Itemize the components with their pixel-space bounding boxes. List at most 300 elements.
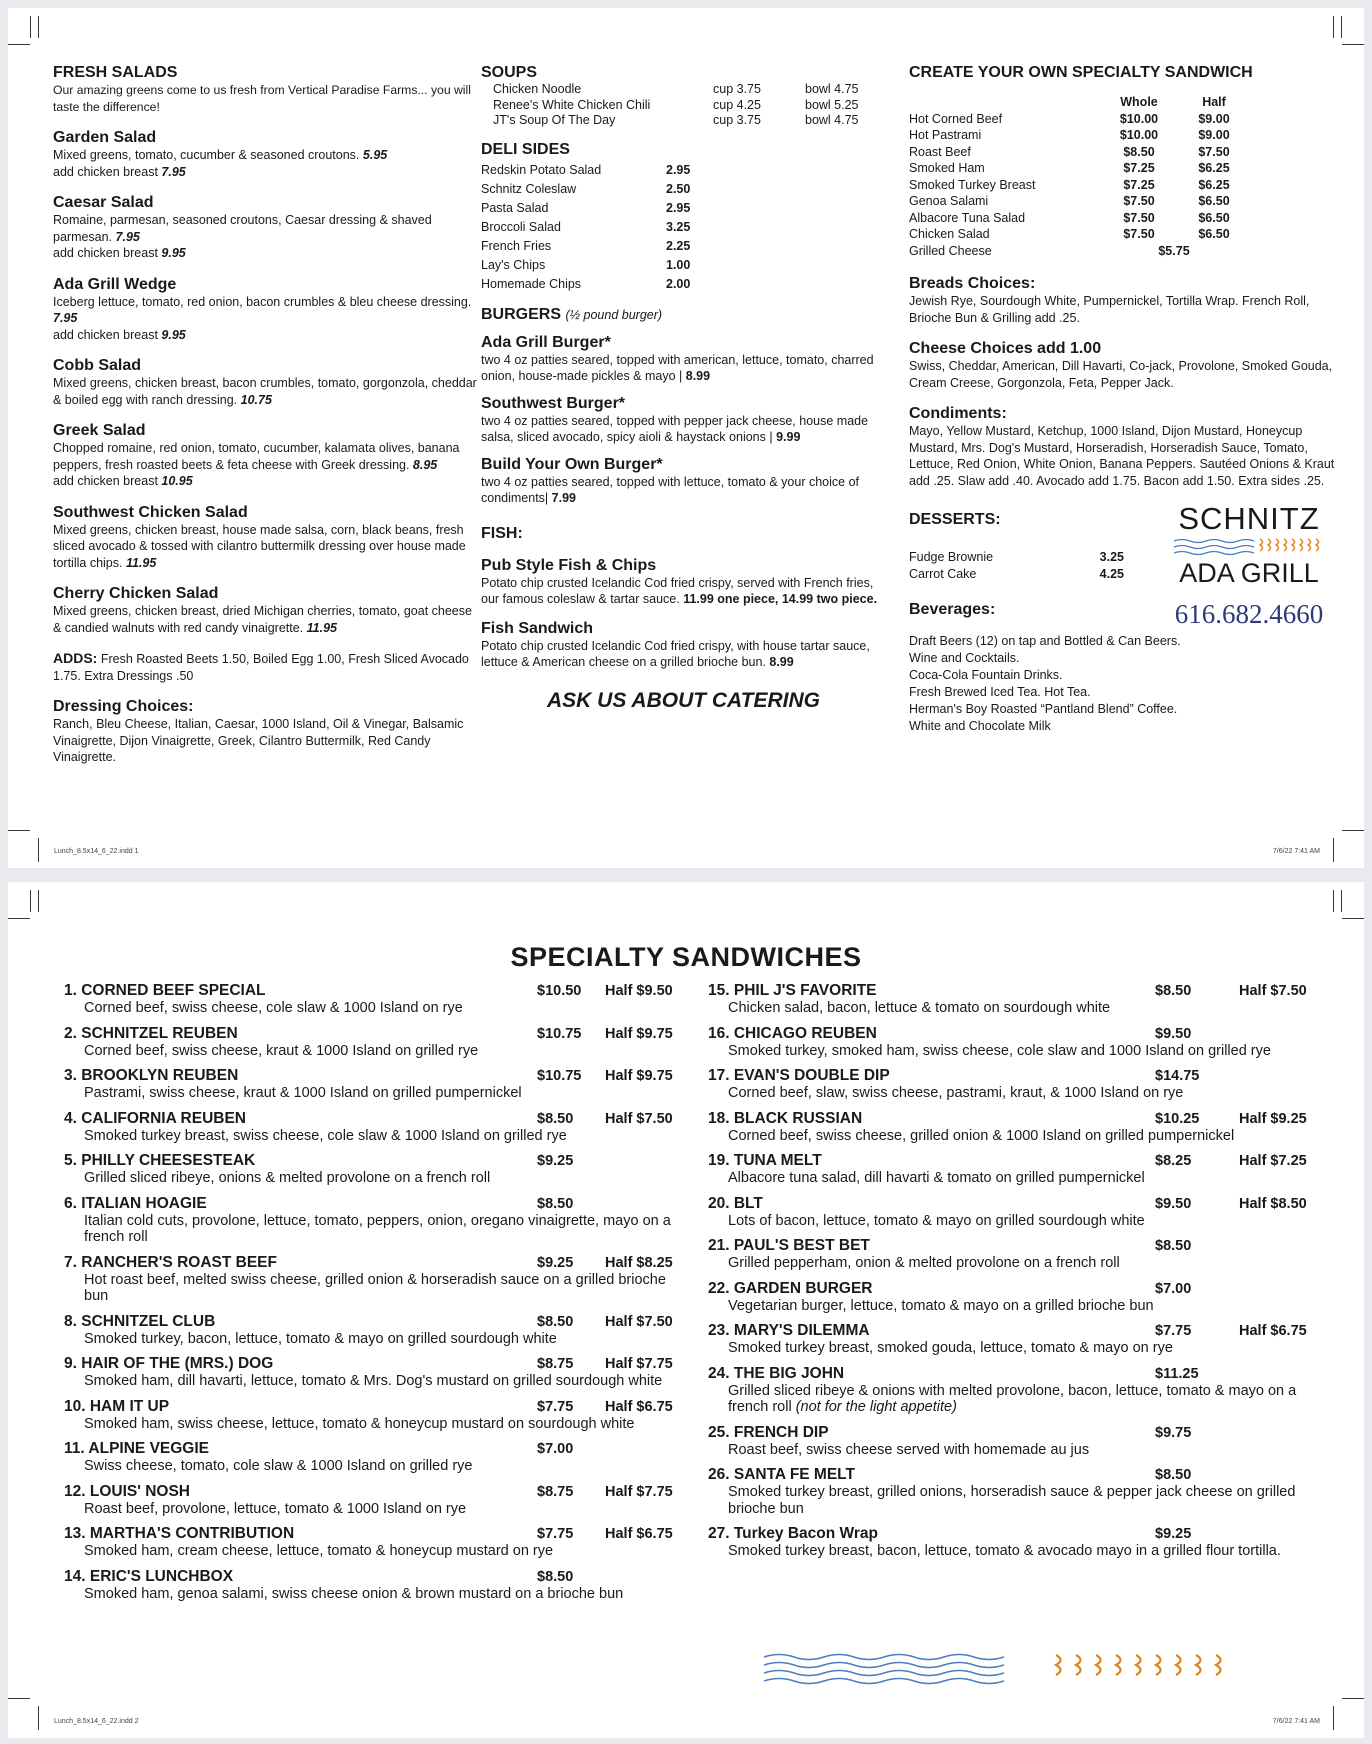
sandwich-name: 6. ITALIAN HOAGIE <box>64 1194 207 1212</box>
burger-desc: two 4 oz patties seared, topped with pepper jack cheese, house made salsa, sliced avocado, spicy aioli & haystack onions | 9.99 <box>481 413 869 444</box>
sandwich-price: $7.75 <box>1155 1323 1192 1339</box>
create-whole: $7.50 <box>1123 210 1155 225</box>
create-name: Smoked Ham <box>909 161 985 175</box>
sandwich-name: 25. FRENCH DIP <box>708 1423 829 1441</box>
salad-name: Southwest Chicken Salad <box>53 503 248 521</box>
sandwich-item <box>708 1466 1328 1517</box>
fish-name: Pub Style Fish & Chips <box>481 556 657 574</box>
sandwich-name: 17. EVAN'S DOUBLE DIP <box>708 1067 890 1084</box>
sandwich-half-price: Half $7.75 <box>605 1356 673 1372</box>
dessert-price: 4.25 <box>1099 566 1124 581</box>
burger-item <box>481 395 886 446</box>
sandwich-desc: Smoked ham, genoa salami, swiss cheese onion & brown mustard on a brioche bun <box>84 1585 624 1602</box>
sandwich-desc: Grilled pepperham, onion & melted provolone on a french roll <box>728 1255 1120 1271</box>
crop-mark <box>30 16 31 38</box>
dessert-list <box>909 549 1124 582</box>
soup-bowl: bowl 5.25 <box>805 97 859 112</box>
burger-price: 9.99 <box>776 430 801 444</box>
sandwich-desc: Swiss cheese, tomato, cole slaw & 1000 Island on grilled rye <box>84 1458 473 1474</box>
sandwich-price: $9.50 <box>1155 1025 1192 1042</box>
salad-list <box>53 129 483 636</box>
breads-choices: Breads Choices: Jewish Rye, Sourdough White, Pumpernickel, Tortilla Wrap. French Roll, Brioche Bun & Grilling add .25. <box>909 275 1310 325</box>
salad-price: 8.95 <box>412 457 438 472</box>
sandwich-price: $9.25 <box>1155 1526 1192 1542</box>
salad-item <box>53 357 483 408</box>
salad-desc: Chopped romaine, red onion, tomato, cucumber, kalamata olives, banana peppers, fresh roasted beets & feta cheese with Greek dressing. 8.95 <box>53 441 460 472</box>
print-date: 7/6/22 7:41 AM <box>1272 848 1320 855</box>
deli-name: Broccoli Salad <box>481 219 561 234</box>
salad-desc: Mixed greens, chicken breast, bacon crumbles, tomato, gorgonzola, cheddar & boiled egg with ranch dressing. 10.75 <box>53 376 477 407</box>
salad-extra: add chicken breast 9.95 <box>53 246 186 260</box>
sandwich-half-price: Half $7.25 <box>1239 1153 1307 1169</box>
fish-price: 11.99 one piece, 14.99 two piece. <box>683 592 878 606</box>
fish-list <box>481 557 886 671</box>
sandwich-price: $8.50 <box>537 1110 574 1127</box>
deli-title: DELI SIDES <box>481 140 570 158</box>
sandwich-desc: Chicken salad, bacon, lettuce & tomato on sourdough white <box>728 1000 1111 1016</box>
crop-mark <box>30 890 31 912</box>
salad-extra: add chicken breast 7.95 <box>53 164 186 179</box>
cheese-choices: Cheese Choices add 1.00 Swiss, Cheddar, American, Dill Havarti, Co-jack, Provolone, Smoked Gouda, Cream Creese, Gorgonzola, Feta, Pepper Jack. <box>909 340 1333 390</box>
fish-desc: Potato chip crusted Icelandic Cod fried crispy, served with French fries, our famous coleslaw & tartar sauce. 11.99 one piece, 14.99 two piece. <box>481 575 878 606</box>
burger-item <box>481 334 886 385</box>
catering-banner: ASK US ABOUT CATERING <box>547 688 820 712</box>
create-name: Genoa Salami <box>909 194 989 208</box>
crop-mark <box>1333 890 1334 912</box>
sandwich-desc: Smoked turkey breast, swiss cheese, cole slaw & 1000 Island on grilled rye <box>84 1127 567 1144</box>
salad-extra-price: 9.95 <box>161 246 186 260</box>
create-half: $6.50 <box>1198 227 1230 241</box>
crop-mark <box>1342 830 1364 831</box>
sandwich-desc: Roast beef, provolone, lettuce, tomato & 1000 Island on rye <box>84 1500 467 1517</box>
sandwich-item <box>64 1483 684 1518</box>
sandwich-half-price: Half $7.50 <box>605 1110 673 1127</box>
sandwich-price: $8.50 <box>1155 983 1192 999</box>
sandwich-item <box>708 1110 1328 1145</box>
soup-row <box>493 98 886 114</box>
sandwich-price: $8.75 <box>537 1356 574 1372</box>
sandwich-half-price: Half $7.50 <box>1239 983 1307 999</box>
deli-name: Schnitz Coleslaw <box>481 181 577 196</box>
salad-price: 11.95 <box>306 620 337 635</box>
sandwich-desc: Smoked turkey, smoked ham, swiss cheese, cole slaw and 1000 Island on grilled rye <box>728 1042 1271 1059</box>
beverage-line: Wine and Cocktails. <box>909 651 1020 665</box>
fish-item <box>481 557 886 608</box>
burger-list <box>481 334 886 507</box>
create-half: $6.25 <box>1198 161 1230 175</box>
crop-mark <box>1341 16 1342 38</box>
salad-name: Cobb Salad <box>53 357 142 374</box>
sandwich-name: 1. CORNED BEEF SPECIAL <box>64 982 266 999</box>
sandwich-item <box>708 1525 1328 1560</box>
soup-bowl: bowl 4.75 <box>805 113 859 127</box>
sandwich-item <box>64 982 684 1017</box>
sandwich-desc: Smoked turkey breast, smoked gouda, lettuce, tomato & mayo on rye <box>728 1340 1173 1356</box>
deli-price: 2.95 <box>666 200 691 215</box>
sandwich-desc: Corned beef, slaw, swiss cheese, pastrami, kraut, & 1000 Island on rye <box>728 1085 1184 1101</box>
salad-extra-price: 9.95 <box>161 327 186 342</box>
create-half: $7.50 <box>1198 144 1230 159</box>
sandwich-price: $8.50 <box>1155 1238 1192 1254</box>
create-half: $6.50 <box>1198 194 1230 208</box>
sandwich-name: 14. ERIC'S LUNCHBOX <box>64 1567 234 1585</box>
dessert-row <box>909 549 1124 566</box>
sandwich-price: $11.25 <box>1155 1365 1199 1382</box>
crop-mark <box>1333 16 1334 38</box>
sandwich-name: 5. PHILLY CHEESESTEAK <box>64 1152 256 1169</box>
sandwich-desc: Smoked turkey breast, bacon, lettuce, tomato & avocado mayo in a grilled flour tortilla. <box>728 1543 1281 1559</box>
crop-mark <box>1342 918 1364 919</box>
create-whole: $7.25 <box>1123 161 1155 175</box>
crop-mark <box>8 1698 30 1699</box>
sandwich-price: $10.50 <box>537 983 582 999</box>
salad-item <box>53 276 483 344</box>
sandwich-desc: Smoked turkey breast, grilled onions, horseradish sauce & pepper jack cheese on grilled brioche bun <box>728 1484 1296 1517</box>
dressing-choices: Dressing Choices: Ranch, Bleu Cheese, Italian, Caesar, 1000 Island, Oil & Vinegar, Balsamic Vinaigrette, Dijon Vinaigrette, Greek, Cilantro Buttermilk, Red Candy Vinaigrette. <box>53 698 464 764</box>
deli-price: 2.95 <box>666 162 691 177</box>
burger-price: 7.99 <box>551 491 576 505</box>
sandwich-item <box>708 1280 1328 1315</box>
create-row <box>909 226 1249 243</box>
sandwich-item <box>708 982 1328 1017</box>
sandwich-name: 18. BLACK RUSSIAN <box>708 1109 863 1127</box>
sandwich-name: 19. TUNA MELT <box>708 1152 822 1169</box>
sandwich-name: 24. THE BIG JOHN <box>708 1364 845 1382</box>
salad-name: Cherry Chicken Salad <box>53 585 219 602</box>
fish-item <box>481 620 886 671</box>
fish-name: Fish Sandwich <box>481 619 594 637</box>
sandwich-price: $8.50 <box>537 1568 574 1585</box>
salad-name: Ada Grill Wedge <box>53 275 177 293</box>
create-row <box>909 177 1249 194</box>
crop-mark <box>38 890 39 912</box>
create-name: Albacore Tuna Salad <box>909 210 1026 225</box>
create-whole: $7.50 <box>1123 194 1155 208</box>
sandwich-name: 23. MARY'S DILEMMA <box>708 1322 870 1339</box>
soup-bowl: bowl 4.75 <box>805 82 859 96</box>
print-slug: Lunch_8.5x14_6_22.indd 1 <box>54 848 139 855</box>
sandwich-item <box>64 1525 684 1560</box>
sandwich-half-price: Half $9.75 <box>605 1025 673 1042</box>
condiments: Condiments: Mayo, Yellow Mustard, Ketchup, 1000 Island, Dijon Mustard, Honeycup Mustard, Mrs. Dog's Mustard, Horseradish, Horseradish Sauce, Tomato, Lettuce, Red Onion, White Onion, Banana Peppers. Sautéed Onions & Kraut add .25. Slaw add .40. Avocado add 1.75. Bacon add 1.50. Extra sides .25. <box>909 405 1335 488</box>
crop-mark <box>8 830 30 831</box>
salad-item <box>53 194 483 262</box>
sandwich-item <box>64 1568 684 1603</box>
fish-price: 8.99 <box>769 655 794 669</box>
burger-name: Ada Grill Burger* <box>481 333 611 351</box>
crop-mark <box>8 918 30 919</box>
beverage-line: Draft Beers (12) on tap and Bottled & Can Beers. <box>909 634 1181 648</box>
deli-row <box>481 218 886 237</box>
salad-desc: Mixed greens, chicken breast, house made salsa, corn, black beans, fresh sliced avocado & tossed with cilantro buttermilk dressing over house made tortilla chips. 11.95 <box>53 522 466 570</box>
desserts-title: DESSERTS: <box>909 511 1001 528</box>
sandwich-note: (not for the light appetite) <box>795 1399 957 1415</box>
create-whole: $7.25 <box>1123 177 1155 192</box>
grilled-cheese-row: Grilled Cheese $5.75 <box>909 243 1190 258</box>
sandwich-name: 13. MARTHA'S CONTRIBUTION <box>64 1525 295 1542</box>
sandwich-name: 12. LOUIS' NOSH <box>64 1482 190 1500</box>
crop-mark <box>8 44 30 45</box>
sandwich-price: $10.75 <box>537 1068 582 1084</box>
sandwich-desc: Hot roast beef, melted swiss cheese, grilled onion & horseradish sauce on a grilled brioche bun <box>84 1271 666 1304</box>
sandwich-item <box>708 1195 1328 1230</box>
sandwich-desc: Lots of bacon, lettuce, tomato & mayo on grilled sourdough white <box>728 1212 1145 1229</box>
soup-list <box>493 82 886 129</box>
deli-row <box>481 180 886 199</box>
sandwich-name: 26. SANTA FE MELT <box>708 1466 855 1483</box>
sandwich-desc: Smoked ham, swiss cheese, lettuce, tomato & honeycup mustard on sourdough white <box>84 1415 635 1432</box>
sandwich-desc: Albacore tuna salad, dill havarti & tomato on grilled pumpernickel <box>728 1170 1145 1186</box>
sandwich-item <box>64 1254 684 1305</box>
phone-number: 616.682.4660 <box>1174 599 1324 629</box>
deli-row <box>481 161 886 180</box>
sandwich-item <box>64 1195 684 1246</box>
sandwich-half-price: Half $6.75 <box>1239 1323 1307 1339</box>
burger-price: 8.99 <box>685 369 711 383</box>
salads-title: FRESH SALADS <box>53 64 178 81</box>
create-whole: $7.50 <box>1123 227 1155 241</box>
sandwich-item <box>708 1025 1328 1060</box>
create-name: Roast Beef <box>909 144 971 159</box>
sandwich-name: 20. BLT <box>708 1194 763 1212</box>
create-name: Hot Corned Beef <box>909 111 1003 126</box>
sandwich-item <box>64 1152 684 1187</box>
salad-extra-price: 10.95 <box>161 474 193 488</box>
salad-extra-price: 7.95 <box>161 164 186 179</box>
salad-item <box>53 129 483 180</box>
sandwich-name: 9. HAIR OF THE (MRS.) DOG <box>64 1355 274 1372</box>
create-half: $6.25 <box>1198 177 1230 192</box>
burger-desc: two 4 oz patties seared, topped with lettuce, tomato & your choice of condiments| 7.99 <box>481 474 859 505</box>
soup-cup: cup 4.25 <box>713 97 761 112</box>
sandwich-desc: Smoked turkey, bacon, lettuce, tomato & mayo on grilled sourdough white <box>84 1330 557 1347</box>
salad-name: Garden Salad <box>53 129 157 146</box>
create-row <box>909 111 1249 128</box>
desserts-bev-block <box>909 501 1339 751</box>
soup-row <box>493 113 886 129</box>
soup-cup: cup 3.75 <box>713 113 761 127</box>
sandwich-name: 8. SCHNITZEL CLUB <box>64 1312 216 1330</box>
create-row <box>909 210 1249 227</box>
sandwich-name: 2. SCHNITZEL REUBEN <box>64 1024 238 1042</box>
sandwich-half-price: Half $9.25 <box>1239 1110 1307 1127</box>
dessert-name: Carrot Cake <box>909 566 977 581</box>
sandwich-price: $9.25 <box>537 1153 574 1169</box>
sandwich-half-price: Half $9.50 <box>605 983 673 999</box>
beverage-list <box>909 633 1239 735</box>
sandwich-half-price: Half $8.25 <box>605 1254 673 1271</box>
create-half: $9.00 <box>1198 128 1230 142</box>
sandwich-price: $8.50 <box>537 1313 574 1330</box>
sandwich-price: $8.50 <box>1155 1467 1192 1483</box>
deli-row <box>481 237 886 256</box>
sandwich-price: $7.75 <box>537 1398 574 1415</box>
deli-row <box>481 199 886 218</box>
crop-mark <box>1342 1698 1364 1699</box>
salad-price: 10.75 <box>240 392 272 407</box>
middle-column <box>481 64 886 713</box>
logo-wave-icon <box>1174 537 1324 557</box>
salad-price: 11.95 <box>125 555 157 570</box>
sandwich-item <box>64 1067 684 1102</box>
sandwich-item <box>64 1398 684 1433</box>
sandwich-desc: Italian cold cuts, provolone, lettuce, tomato, peppers, onion, oregano vinaigrette, mayo on a french roll <box>84 1212 671 1245</box>
crop-mark <box>1333 1706 1334 1730</box>
sandwich-name: 3. BROOKLYN REUBEN <box>64 1067 239 1084</box>
salad-price: 7.95 <box>53 311 78 325</box>
salad-item <box>53 585 483 636</box>
burger-name: Build Your Own Burger* <box>481 455 663 473</box>
create-column <box>909 64 1339 751</box>
sandwich-desc: Grilled sliced ribeye, onions & melted provolone on a french roll <box>84 1170 491 1186</box>
crop-mark <box>1341 890 1342 912</box>
dessert-row <box>909 566 1124 583</box>
menu-page-2 <box>8 882 1364 1738</box>
sandwich-price: $10.25 <box>1155 1110 1200 1127</box>
soup-row <box>493 82 886 98</box>
sandwich-desc: Smoked ham, cream cheese, lettuce, tomato & honeycup mustard on rye <box>84 1543 554 1559</box>
crop-mark <box>1333 838 1334 862</box>
create-whole: $8.50 <box>1123 144 1155 159</box>
sandwich-item <box>64 1313 684 1348</box>
burger-item <box>481 456 886 507</box>
sandwich-desc: Corned beef, swiss cheese, grilled onion & 1000 Island on grilled pumpernickel <box>728 1127 1235 1144</box>
deli-row <box>481 256 886 275</box>
create-row <box>909 127 1249 144</box>
sandwich-desc: Pastrami, swiss cheese, kraut & 1000 Island on grilled pumpernickel <box>84 1085 522 1101</box>
sandwich-desc: Smoked ham, dill havarti, lettuce, tomato & Mrs. Dog's mustard on grilled sourdough white <box>84 1373 663 1389</box>
salad-name: Greek Salad <box>53 422 146 439</box>
sandwich-half-price: Half $9.75 <box>605 1068 673 1084</box>
sandwich-desc: Vegetarian burger, lettuce, tomato & mayo on a grilled brioche bun <box>728 1297 1154 1314</box>
sandwich-item <box>708 1152 1328 1187</box>
deli-name: Homemade Chips <box>481 276 582 291</box>
sandwich-price: $9.50 <box>1155 1195 1192 1212</box>
menu-page-1 <box>8 8 1364 868</box>
sandwich-half-price: Half $6.75 <box>605 1398 673 1415</box>
sandwich-price: $7.00 <box>537 1441 574 1457</box>
soup-name: Chicken Noodle <box>493 82 582 96</box>
deli-name: French Fries <box>481 238 552 253</box>
salad-extra: add chicken breast 10.95 <box>53 474 193 488</box>
sandwich-name: 4. CALIFORNIA REUBEN <box>64 1109 246 1127</box>
crop-mark <box>1342 44 1364 45</box>
sandwich-price: $14.75 <box>1155 1068 1200 1084</box>
salad-desc: Iceberg lettuce, tomato, red onion, bacon crumbles & bleu cheese dressing. 7.95 <box>53 294 472 325</box>
sandwich-name: 10. HAM IT UP <box>64 1397 170 1415</box>
soup-name: Renee's White Chicken Chili <box>493 97 651 112</box>
soup-cup: cup 3.75 <box>713 82 761 96</box>
sandwich-desc: Grilled sliced ribeye & onions with melted provolone, bacon, lettuce, tomato & mayo on a french roll (not for the light appetite) <box>728 1382 1297 1415</box>
sandwich-price: $9.75 <box>1155 1424 1192 1441</box>
sandwich-price: $9.25 <box>537 1254 574 1271</box>
deli-price: 3.25 <box>666 219 691 234</box>
sandwich-half-price: Half $7.50 <box>605 1313 673 1330</box>
salad-extra: add chicken breast 9.95 <box>53 327 186 342</box>
sandwich-price: $8.50 <box>537 1195 574 1212</box>
create-half: $6.50 <box>1198 210 1230 225</box>
crop-mark <box>38 838 39 862</box>
salads-intro: Our amazing greens come to us fresh from Vertical Paradise Farms... you will taste the difference! <box>53 83 471 114</box>
deli-name: Pasta Salad <box>481 200 549 215</box>
create-row <box>909 160 1249 177</box>
salad-price: 7.95 <box>115 229 140 244</box>
salad-desc: Mixed greens, chicken breast, dried Michigan cherries, tomato, goat cheese & candied walnuts with red candy vinaigrette. 11.95 <box>53 604 472 635</box>
deli-price: 2.25 <box>666 238 691 253</box>
beverages-title: Beverages: <box>909 601 996 618</box>
schnitz-logo: SCHNITZ ADA GRILL 616.682.4660 <box>1159 501 1339 630</box>
soup-name: JT's Soup Of The Day <box>493 113 616 127</box>
sandwich-item <box>64 1355 684 1390</box>
dessert-name: Fudge Brownie <box>909 550 994 564</box>
create-name: Chicken Salad <box>909 227 990 241</box>
dessert-price: 3.25 <box>1099 550 1124 564</box>
salad-adds: ADDS: Fresh Roasted Beets 1.50, Boiled Egg 1.00, Fresh Sliced Avocado 1.75. Extra Dressings .50 <box>53 650 469 683</box>
sandwich-item <box>64 1440 684 1475</box>
sandwich-desc: Roast beef, swiss cheese served with homemade au jus <box>728 1441 1090 1458</box>
create-price-table: Whole Half Hot Corned Beef $10.00 $9.00 Hot Pastrami $10.00 $9.00 Roast Beef $8.50 $7.50 Smoked Ham $7.25 $6.25 Smoked Turkey Breast $7.25 $6.25 Genoa Salami $7.50 $6.50 Albacore Tuna Salad $7.50 $6.50 Chicken Salad $7.50 $6.50 Grilled Cheese $5.75 <box>909 94 1249 259</box>
create-whole: $10.00 <box>1119 128 1159 142</box>
burgers-header: BURGERS (½ pound burger) <box>481 305 663 323</box>
sandwich-name: 16. CHICAGO REUBEN <box>708 1024 877 1042</box>
salad-item <box>53 422 483 490</box>
salad-name: Caesar Salad <box>53 194 154 211</box>
create-half: $9.00 <box>1198 111 1230 126</box>
beverage-line: White and Chocolate Milk <box>909 719 1051 733</box>
sandwich-item <box>64 1110 684 1145</box>
sandwich-name: 27. Turkey Bacon Wrap <box>708 1525 878 1542</box>
beverage-line: Fresh Brewed Iced Tea. Hot Tea. <box>909 685 1091 699</box>
sandwich-half-price: Half $7.75 <box>605 1483 673 1500</box>
create-row <box>909 144 1249 161</box>
deli-price: 2.00 <box>666 276 691 291</box>
salad-desc: Romaine, parmesan, seasoned croutons, Caesar dressing & shaved parmesan. 7.95 <box>53 213 432 244</box>
sandwich-name: 15. PHIL J'S FAVORITE <box>708 982 877 999</box>
salad-price: 5.95 <box>362 148 388 162</box>
sandwich-price: $8.25 <box>1155 1153 1192 1169</box>
sandwich-price: $10.75 <box>537 1025 582 1042</box>
deli-row <box>481 275 886 294</box>
fish-desc: Potato chip crusted Icelandic Cod fried crispy, with house tartar sauce, lettuce & American cheese on a grilled brioche bun. 8.99 <box>481 638 870 669</box>
sandwich-name: 11. ALPINE VEGGIE <box>64 1440 210 1457</box>
sandwich-name: 22. GARDEN BURGER <box>708 1279 873 1297</box>
sandwich-item <box>708 1067 1328 1102</box>
beverage-line: Coca-Cola Fountain Drinks. <box>909 668 1063 682</box>
sandwich-price: $7.00 <box>1155 1280 1192 1297</box>
create-title: CREATE YOUR OWN SPECIALTY SANDWICH <box>909 64 1253 81</box>
decorative-wave-icon <box>764 1649 1234 1685</box>
fish-title: FISH: <box>481 524 523 542</box>
create-whole: $10.00 <box>1119 111 1159 126</box>
specialty-title: SPECIALTY SANDWICHES <box>510 942 862 972</box>
sandwich-half-price: Half $6.75 <box>605 1526 673 1542</box>
salads-column <box>53 64 483 766</box>
specialty-left-column <box>64 982 684 1602</box>
sandwich-desc: Corned beef, swiss cheese, kraut & 1000 Island on grilled rye <box>84 1042 479 1059</box>
create-name: Hot Pastrami <box>909 128 982 142</box>
crop-mark <box>38 16 39 38</box>
sandwich-desc: Corned beef, swiss cheese, cole slaw & 1000 Island on rye <box>84 1000 463 1016</box>
sandwich-price: $7.75 <box>537 1526 574 1542</box>
sandwich-half-price: Half $8.50 <box>1239 1195 1307 1212</box>
sandwich-name: 21. PAUL'S BEST BET <box>708 1237 870 1254</box>
print-date: 7/6/22 7:41 AM <box>1272 1718 1320 1725</box>
sandwich-item <box>708 1237 1328 1272</box>
sandwich-name: 7. RANCHER'S ROAST BEEF <box>64 1253 277 1271</box>
specialty-right-column <box>708 982 1328 1560</box>
deli-list <box>481 161 886 294</box>
sandwich-price: $8.75 <box>537 1483 574 1500</box>
